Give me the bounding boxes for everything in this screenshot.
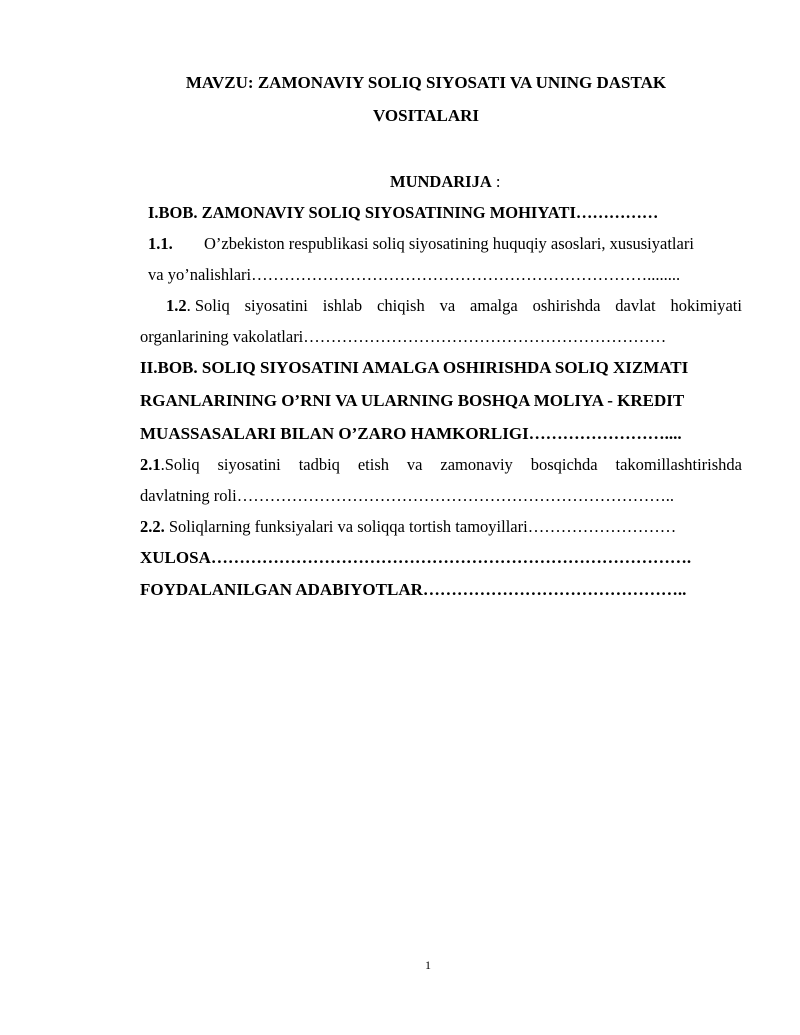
toc-section-2-1-word: tadbiq — [298, 455, 340, 474]
toc-section-1-2-line-1 — [166, 296, 742, 316]
toc-section-1-1-line-2: va yo’nalishlari………………………………………………………………........ — [148, 265, 681, 284]
document-title-line-2: VOSITALARI — [372, 106, 480, 125]
toc-section-2-2 — [140, 517, 676, 537]
toc-section-1-2-word: siyosatini — [244, 296, 308, 315]
toc-section-1-2-word: oshirishda — [532, 296, 601, 315]
toc-section-2-1-word: siyosatini — [217, 455, 281, 474]
toc-chapter-2-line-2: RGANLARINING O’RNI VA ULARNING BOSHQA MOLIYA - KREDIT — [140, 391, 685, 410]
toc-section-2-2-text: Soliqlarning funksiyalari va soliqqa tortish tamoyillari……………………… — [164, 517, 677, 536]
toc-section-2-1-word: etish — [357, 455, 390, 474]
toc-chapter-2-line-3: MUASSASALARI BILAN O’ZARO HAMKORLIGI…………………….... — [140, 424, 682, 443]
page-number: 1 — [425, 958, 431, 972]
toc-section-2-1-lead — [140, 455, 200, 475]
toc-section-1-2-lead — [166, 296, 230, 316]
toc-references: FOYDALANILGAN ADABIYOTLAR……………………………………….. — [140, 580, 687, 599]
toc-section-1-1-number: 1.1. — [148, 234, 173, 253]
toc-section-1-2-number: 1.2 — [166, 296, 187, 315]
toc-section-2-1-word: va — [406, 455, 423, 474]
document-title-line-1: MAVZU: ZAMONAVIY SOLIQ SIYOSATI VA UNING DASTAK — [185, 73, 667, 92]
toc-chapter-2-line-1: II.BOB. SOLIQ SIYOSATINI AMALGA OSHIRISHDA SOLIQ XIZMATI — [140, 358, 689, 377]
toc-section-2-1-word: .Soliq — [160, 455, 200, 474]
toc-conclusion: XULOSA…………………………………………………………………………. — [140, 548, 692, 567]
toc-section-2-1-word: takomillashtirishda — [615, 455, 742, 474]
toc-heading — [390, 172, 500, 192]
toc-section-1-2-line-2: organlarining vakolatlari………………………………………………………… — [140, 327, 667, 346]
toc-heading-suffix: : — [491, 172, 501, 191]
toc-section-1-2-word: davlat — [615, 296, 656, 315]
toc-section-2-1-word: bosqichda — [530, 455, 598, 474]
toc-section-2-1-line-1 — [140, 455, 742, 475]
toc-section-1-2-word: chiqish — [377, 296, 425, 315]
toc-section-2-1-word: zamonaviy — [440, 455, 513, 474]
toc-section-1-1-line-1 — [148, 234, 742, 254]
toc-section-2-2-number: 2.2. — [140, 517, 165, 536]
toc-section-1-2-word: amalga — [470, 296, 518, 315]
toc-chapter-1: I.BOB. ZAMONAVIY SOLIQ SIYOSATINING MOHIYATI…………… — [148, 203, 659, 222]
toc-section-2-1-number: 2.1 — [140, 455, 161, 474]
toc-section-1-2-word: ishlab — [322, 296, 363, 315]
toc-section-1-2-word: va — [439, 296, 456, 315]
toc-section-1-2-word: hokimiyati — [670, 296, 742, 315]
toc-section-1-1-text: O’zbekiston respublikasi soliq siyosatining huquqiy asoslari, xususiyatlari — [204, 234, 694, 253]
toc-heading-text: MUNDARIJA — [390, 172, 492, 191]
toc-section-2-1-line-2: davlatning roli…………………………………………………………………….. — [140, 486, 674, 505]
toc-section-1-2-word: . Soliq — [186, 296, 230, 315]
